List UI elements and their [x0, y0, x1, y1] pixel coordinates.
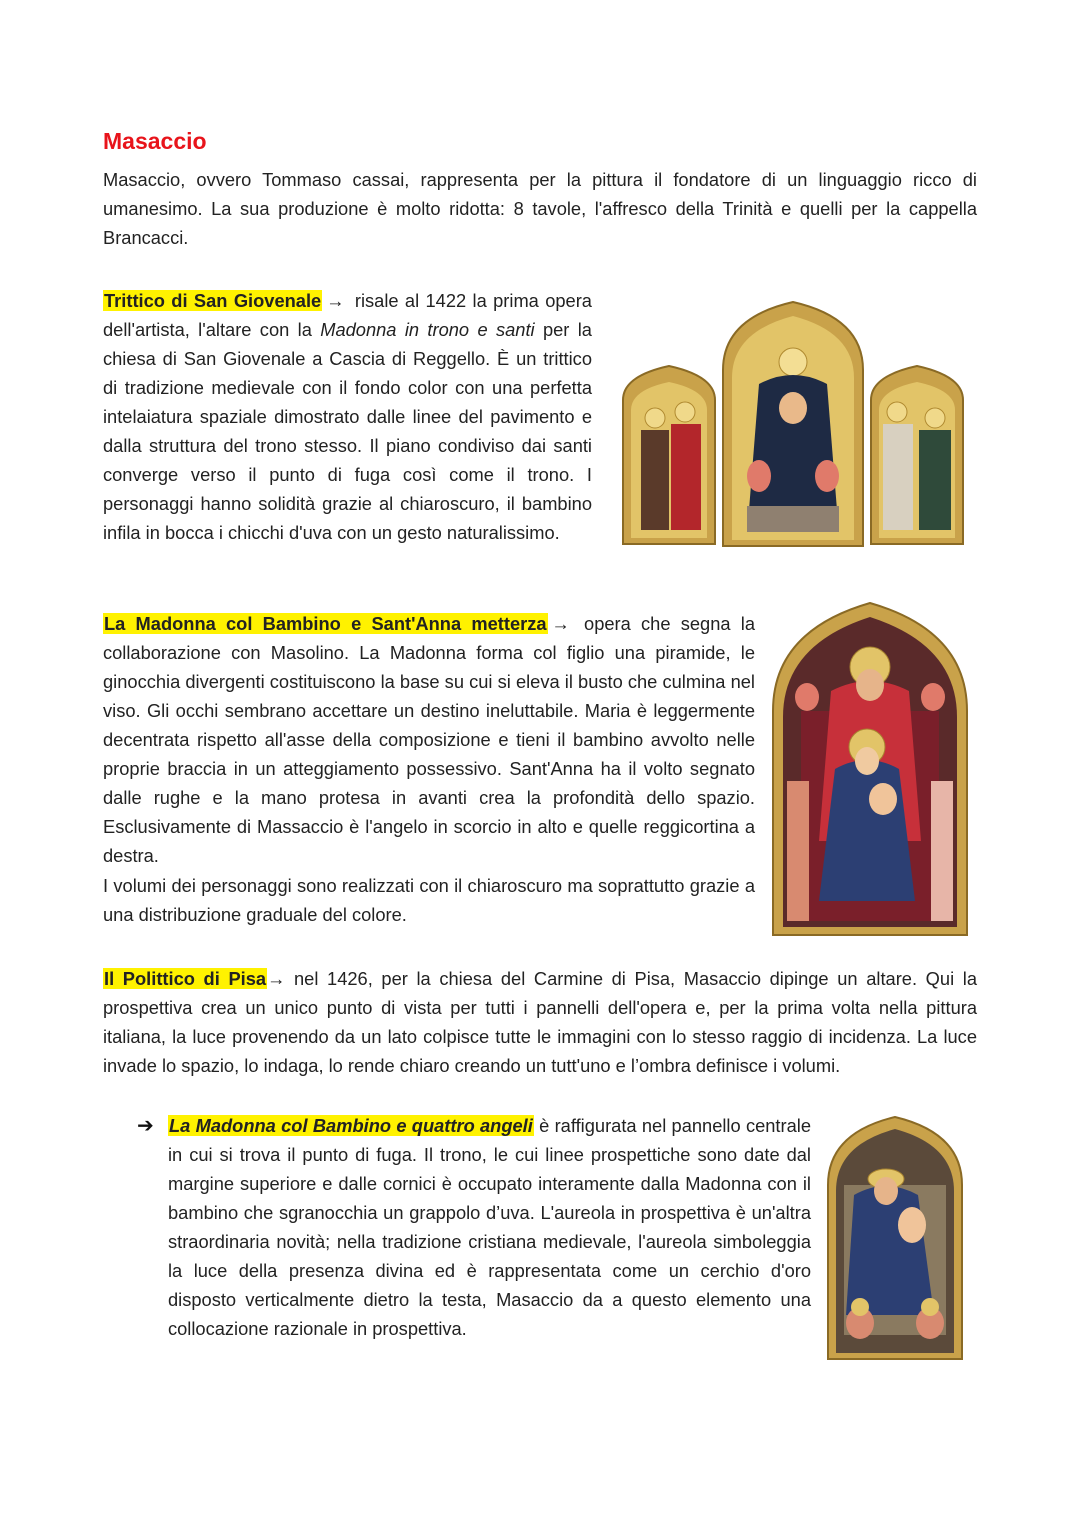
section-trittico — [103, 286, 592, 547]
section-sant-anna — [103, 609, 755, 870]
section-sant-anna-second: I volumi dei personaggi sono realizzati con il chiaroscuro ma soprattutto grazie a una distribuzione graduale del colore. — [103, 875, 755, 925]
intro-paragraph: Masaccio, ovvero Tommaso cassai, rappresenta per la pittura il fondatore di un linguaggio ricco di umanesimo. La sua produzione è molto ridotta: 8 tavole, l'affresco della Trinità e quelli per la cappella Brancacci. — [103, 169, 977, 248]
arrow-icon: → — [267, 968, 286, 989]
section-heading: Il Polittico di Pisa — [104, 968, 267, 989]
page-title: Masaccio — [103, 128, 207, 154]
artwork-title: Madonna in trono e santi — [320, 319, 535, 340]
trittico-image — [619, 300, 969, 548]
madonna-angeli-image — [826, 1115, 964, 1361]
section-heading: La Madonna col Bambino e Sant'Anna metterza — [104, 613, 547, 634]
bullet-text: è raffigurata nel pannello centrale in cui si trova il punto di fuga. Il trono, le cui linee prospettiche sono date dal margine superiore e dalle cornici è occupato interamente dalla Madonna con il bambino che sgranocchia un grappolo d’uva. L'aureola in prospettiva è un'altra straordinaria novità; nella tradizione cristiana medievale, l'aureola simboleggia la luce della presenza divina ed è rappresentata come un cerchio d'oro disposto verticalmente dietro la testa, Masaccio da a questo elemento una collocazione razionale in prospettiva. — [168, 1115, 811, 1339]
sant-anna-image — [771, 601, 969, 937]
section-heading: Trittico di San Giovenale — [104, 290, 322, 311]
section-text: opera che segna la collaborazione con Masolino. La Madonna forma col figlio una piramide, le ginocchia divergenti costituiscono la base su cui si eleva il busto che culmina nel viso. Gli occhi sembrano accettare un destino ineluttabile. Maria è leggermente decentrata rispetto all'asse della composizione e tieni il bambino avvolto nelle proprie braccia in un atteggiamento possessivo. Sant'Anna ha il volto segnato dalle rughe e la mano protesa in avanti crea la profondità dello spazio. Esclusivamente di Massaccio è l'angelo in scorcio in alto e quelle reggicortina a destra. — [103, 613, 755, 866]
arrow-icon: → — [551, 613, 570, 634]
section-text: per la chiesa di San Giovenale a Cascia di Reggello. È un trittico di tradizione medievale con il fondo color con una perfetta intelaiatura spaziale dimostrato dalle linee del pavimento e dalla struttura del trono stesso. Il piano condiviso dai santi converge verso il punto di fuga così come il trono. I personaggi hanno solidità grazie al chiaroscuro, il bambino infila in bocca i chicchi d'uva con un gesto naturalissimo. — [103, 319, 592, 543]
bullet-heading: La Madonna col Bambino e quattro angeli — [169, 1115, 533, 1136]
bullet-arrow-icon: ➔ — [137, 1115, 154, 1137]
section-text: nel 1426, per la chiesa del Carmine di Pisa, Masaccio dipinge un altare. Qui la prospettiva crea un unico punto di vista per tutti i pannelli dell'opera e, per la prima volta nella pittura italiana, la luce provenendo da un lato colpisce tutte le immagini con lo stesso raggio di incidenza. La luce invade lo spazio, lo indaga, lo rende chiaro creando un tutt'uno e l’ombra definisce i volumi. — [103, 968, 977, 1076]
section-polittico — [103, 964, 977, 1080]
section-text: risale al 1422 la prima opera dell'artista, l'altare con la — [103, 290, 592, 340]
bullet-item — [168, 1111, 811, 1343]
arrow-icon: → — [326, 290, 345, 311]
